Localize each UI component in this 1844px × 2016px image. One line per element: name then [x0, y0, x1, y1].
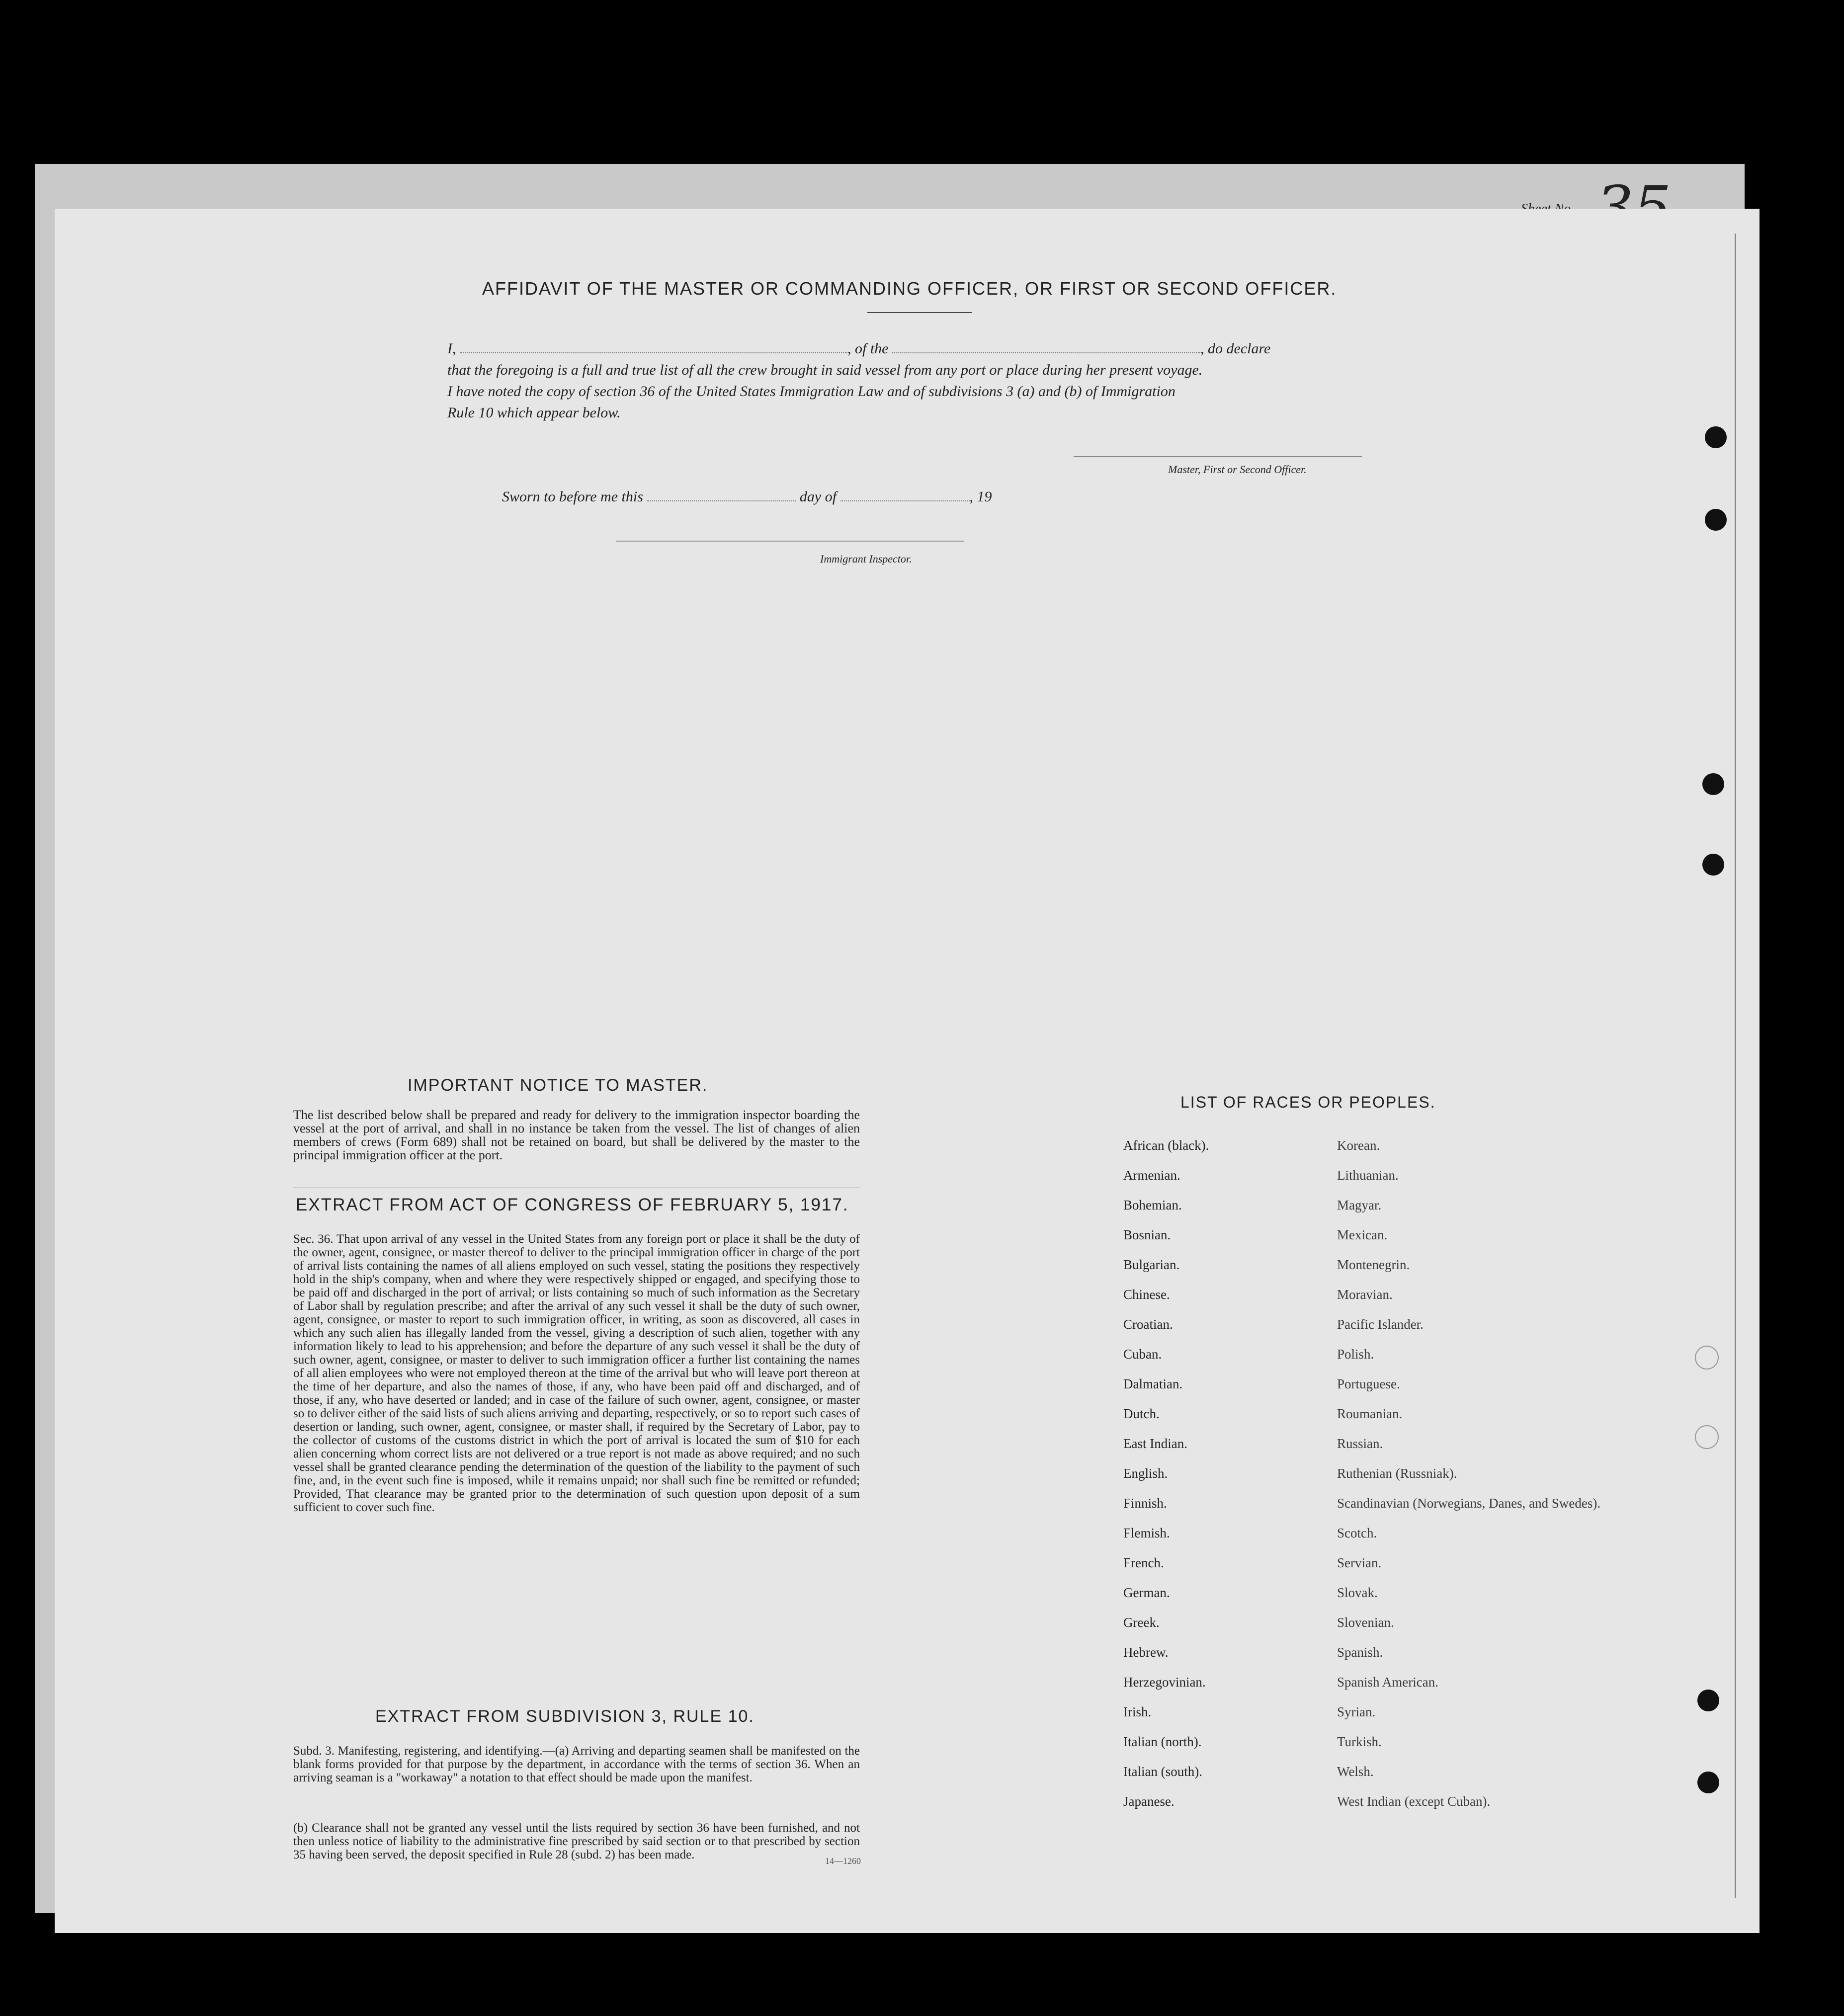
affidavit-i: I, [447, 340, 456, 357]
day-blank[interactable] [647, 498, 796, 501]
race-item: Italian (north). [1123, 1734, 1202, 1749]
race-item: Syrian. [1337, 1704, 1376, 1719]
affidavit-of-the: , of the [847, 340, 889, 357]
race-item: Dutch. [1123, 1406, 1160, 1421]
binder-hole [1695, 1425, 1719, 1449]
race-item: Slovenian. [1337, 1615, 1394, 1630]
day-of-text: day of [799, 488, 837, 505]
race-item: Montenegrin. [1337, 1257, 1410, 1272]
race-item: Magyar. [1337, 1198, 1382, 1212]
affidavit-line-1 [447, 340, 1270, 357]
race-item: Mexican. [1337, 1227, 1388, 1242]
races-left-column [1123, 1138, 1209, 1824]
extract-rule-text-a: Subd. 3. Manifesting, registering, and identifying.—(a) Arriving and departing seamen shall be manifested on the blank forms provided for that purpose by the department, in accordance with the terms of section 36. When an arriving seaman is a "workaway" a notation to that effect should be made upon the manifest. [293, 1744, 860, 1784]
name-blank[interactable] [460, 350, 847, 353]
race-item: Herzegovinian. [1123, 1675, 1206, 1690]
title-rule [867, 312, 972, 313]
sworn-line [502, 488, 992, 505]
race-item: Slovak. [1337, 1585, 1378, 1600]
officer-label: Master, First or Second Officer. [1168, 463, 1307, 476]
race-item: Armenian. [1123, 1168, 1180, 1183]
year-text: , 19 [969, 488, 992, 505]
race-item: Polish. [1337, 1347, 1374, 1362]
race-item: Japanese. [1123, 1794, 1174, 1809]
month-blank[interactable] [840, 498, 970, 501]
binder-hole [1705, 509, 1727, 531]
race-item: Greek. [1123, 1615, 1160, 1630]
race-item: Ruthenian (Russniak). [1337, 1466, 1457, 1481]
races-right-column [1337, 1138, 1600, 1824]
race-item: Bulgarian. [1123, 1257, 1180, 1272]
binder-hole [1702, 773, 1724, 795]
binder-hole [1697, 1690, 1719, 1711]
page-edge-line [1735, 234, 1736, 1898]
race-item: Roumanian. [1337, 1406, 1403, 1421]
extract-act-text: Sec. 36. That upon arrival of any vessel in the United States from any foreign port or place it shall be the duty of the owner, agent, consignee, or master thereof to deliver to the principal immigration officer in charge of the port of arrival lists containing the names of all aliens employed on such vessel, stating the positions they respectively hold in the ship's company, when and where they were respectively shipped or engaged, and specifying those to be paid off and discharged in the port of arrival; or lists containing so much of such information as the Secretary of Labor shall by regulation prescribe; and after the arrival of any such vessel it shall be the duty of such owner, agent, consignee, or master to report to such immigration officer, in writing, as soon as discovered, all cases in which any such alien has illegally landed from the vessel, giving a description of such alien, together with any information likely to lead to his apprehension; and before the departure of any such vessel it shall be the duty of such owner, agent, consignee, or master to deliver to such immigration officer a further list containing the names of all alien employees who were not employed thereon at the time of the arrival but who will leave port thereon at the time of her departure, and also the names of those, if any, who have been paid off and discharged, and of those, if any, who have deserted or landed; and in case of the failure of such owner, agent, consignee, or master so to deliver either of the said lists of such aliens arriving and departing, respectively, or so to report such cases of desertion or landing, such owner, agent, consignee, or master shall, if required by the Secretary of Labor, pay to the collector of customs of the customs district in which the port of arrival is located the sum of $10 for each alien concerning whom correct lists are not delivered or a true report is not made as above required; and no such vessel shall be granted clearance pending the determination of the question of the liability to the payment of such fine, and, in the event such fine is imposed, while it remains unpaid; nor shall such fine be remitted or refunded; Provided, That clearance may be granted prior to the determination of such question upon deposit of a sum sufficient to cover such fine. [293, 1232, 860, 1514]
race-item: French. [1123, 1555, 1164, 1570]
race-item: African (black). [1123, 1138, 1209, 1153]
race-item: Bohemian. [1123, 1198, 1182, 1212]
race-item: Lithuanian. [1337, 1168, 1399, 1183]
officer-signature-line[interactable] [1074, 456, 1362, 457]
race-item: Spanish American. [1337, 1675, 1438, 1690]
race-item: Portuguese. [1337, 1376, 1400, 1391]
affidavit-declare: , do declare [1200, 340, 1271, 357]
sworn-text: Sworn to before me this [502, 488, 643, 505]
race-item: English. [1123, 1466, 1168, 1481]
affidavit-title: AFFIDAVIT OF THE MASTER OR COMMANDING OFFICER, OR FIRST OR SECOND OFFICER. [482, 278, 1337, 299]
race-item: West Indian (except Cuban). [1337, 1794, 1491, 1809]
race-item: Italian (south). [1123, 1764, 1202, 1779]
race-item: Servian. [1337, 1555, 1382, 1570]
binder-hole [1695, 1346, 1719, 1370]
affidavit-line-3: I have noted the copy of section 36 of the United States Immigration Law and of subdivisions 3 (a) and (b) of Immigration [447, 383, 1175, 400]
race-item: Flemish. [1123, 1526, 1170, 1540]
inspector-label: Immigrant Inspector. [820, 553, 912, 565]
race-item: Moravian. [1337, 1287, 1393, 1302]
race-item: German. [1123, 1585, 1170, 1600]
binder-hole [1702, 854, 1724, 876]
race-item: Scandinavian (Norwegians, Danes, and Swedes). [1337, 1496, 1601, 1511]
race-item: Cuban. [1123, 1347, 1162, 1362]
binder-hole [1697, 1772, 1719, 1793]
races-title: LIST OF RACES OR PEOPLES. [1180, 1093, 1436, 1111]
notice-text: The list described below shall be prepared and ready for delivery to the immigration inspector boarding the vessel at the port of arrival, and shall in no instance be taken from the vessel. The list of changes of alien members of crews (Form 689) shall not be retained on board, but shall be delivered by the master to the principal immigration officer at the port. [293, 1108, 860, 1162]
notice-title: IMPORTANT NOTICE TO MASTER. [408, 1076, 708, 1095]
race-item: Chinese. [1123, 1287, 1170, 1302]
race-item: East Indian. [1123, 1436, 1187, 1451]
race-item: Pacific Islander. [1337, 1317, 1424, 1332]
race-item: Korean. [1337, 1138, 1380, 1153]
race-item: Croatian. [1123, 1317, 1173, 1332]
extract-rule-text-b: (b) Clearance shall not be granted any vessel until the lists required by section 36 have been furnished, and not then unless notice of liability to the administrative fine prescribed by said section or to that prescribed by section 35 having been served, the deposit specified in Rule 28 (subd. 2) has been made. [293, 1821, 860, 1861]
binder-hole [1705, 426, 1727, 448]
inspector-signature-line[interactable] [616, 541, 964, 542]
form-number: 14—1260 [825, 1856, 861, 1866]
race-item: Bosnian. [1123, 1227, 1171, 1242]
vessel-blank[interactable] [892, 350, 1200, 353]
race-item: Turkish. [1337, 1734, 1382, 1749]
race-item: Russian. [1337, 1436, 1383, 1451]
affidavit-line-4: Rule 10 which appear below. [447, 404, 621, 421]
extract-rule-title: EXTRACT FROM SUBDIVISION 3, RULE 10. [375, 1707, 754, 1726]
race-item: Welsh. [1337, 1764, 1374, 1779]
affidavit-line-2: that the foregoing is a full and true list of all the crew brought in said vessel from any port or place during her present voyage. [447, 362, 1203, 378]
race-item: Dalmatian. [1123, 1376, 1183, 1391]
race-item: Hebrew. [1123, 1645, 1169, 1660]
race-item: Finnish. [1123, 1496, 1167, 1511]
race-item: Scotch. [1337, 1526, 1377, 1540]
race-item: Spanish. [1337, 1645, 1383, 1660]
extract-act-title: EXTRACT FROM ACT OF CONGRESS OF FEBRUARY 5, 1917. [296, 1195, 849, 1214]
race-item: Irish. [1123, 1704, 1152, 1719]
